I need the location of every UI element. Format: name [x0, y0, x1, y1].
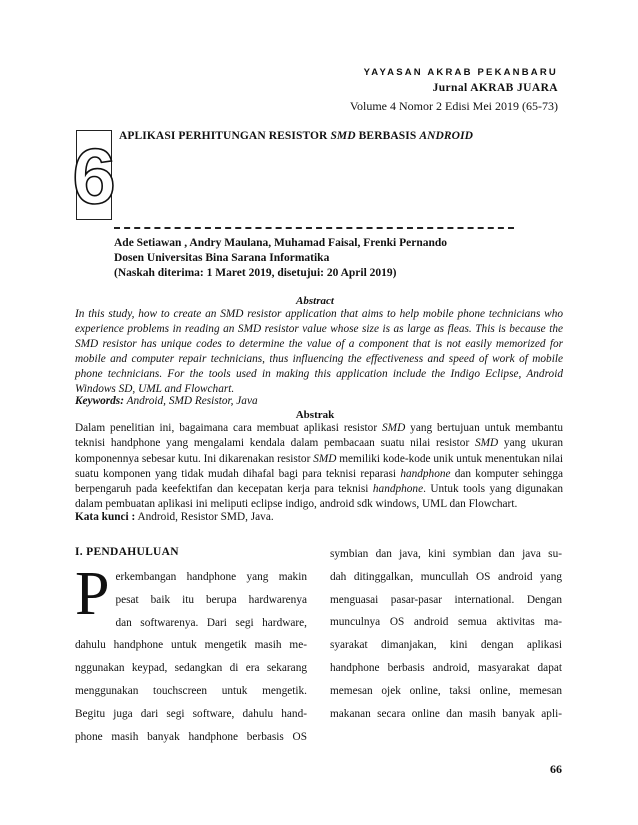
publisher-name: YAYASAN AKRAB PEKANBARU — [363, 67, 558, 78]
journal-name: Jurnal AKRAB JUARA — [432, 82, 558, 94]
body-line: syarakat dimanjakan, kini dengan aplikasi — [330, 639, 562, 652]
abstrak-part: yang bertujuan untuk membantu teknisi handphone yang mengalami kendala dalam pembacaan suatu nilai resistor — [75, 422, 563, 450]
title-part-italic: SMD — [330, 130, 356, 142]
title-part: BERBASIS — [355, 130, 420, 142]
author-names: Ade Setiawan , Andry Maulana, Muhamad Faisal, Frenki Pernando — [114, 237, 448, 249]
article-title — [119, 130, 473, 142]
svg-text:6: 6 — [72, 132, 116, 220]
submission-dates: (Naskah diterima: 1 Maret 2019, disetujui: 20 April 2019) — [114, 267, 397, 279]
title-part: APLIKASI PERHITUNGAN RESISTOR — [119, 130, 331, 142]
abstrak-part: yang ukuran komponennya sebesar kutu. Ini dikarenakan resistor — [75, 437, 563, 465]
abstrak-part-italic: SMD — [474, 437, 499, 450]
abstrak-heading: Abstrak — [295, 409, 335, 421]
abstract-heading: Abstract — [296, 295, 334, 307]
abstrak-part: dan komputer sehingga berpengaruh pada keefektifan dan kecepatan kerja para teknisi — [75, 467, 563, 496]
abstrak-text — [75, 421, 563, 513]
body-line: erkembangan handphone yang makin — [115, 571, 307, 583]
body-line: menguasai pasar-pasar international. Dengan — [330, 593, 562, 606]
body-line: handphone berbasis android, masyarakat dapat — [330, 661, 562, 674]
body-line: munculnya OS android semua aktivitas ma- — [330, 616, 562, 629]
abstrak-part-italic: SMD — [313, 452, 337, 465]
body-line: symbian dan java, kini symbian dan java su- — [330, 548, 562, 560]
journal-volume: Volume 4 Nomor 2 Edisi Mei 2019 (65-73) — [349, 99, 558, 113]
body-column-left — [75, 560, 307, 748]
keywords-indonesian — [75, 511, 274, 523]
abstrak-part-italic: handphone — [400, 467, 451, 480]
title-part-italic: ANDROID — [419, 130, 474, 142]
keywords-label: Keywords: — [75, 395, 124, 407]
abstrak-part: Dalam penelitian ini, bagaimana cara membuat aplikasi resistor — [75, 422, 383, 434]
body-line: makanan secara online dan masih banyak apli- — [330, 707, 562, 720]
abstrak-part-italic: SMD — [382, 422, 406, 434]
author-affiliation: Dosen Universitas Bina Sarana Informatika — [114, 252, 330, 264]
divider-line — [114, 227, 514, 229]
body-line: phone masih banyak handphone berbasis OS — [75, 730, 307, 743]
article-number-glyph — [72, 132, 116, 220]
body-line: menggunakan touchscreen untuk mengetik. — [75, 684, 307, 697]
abstrak-part-italic: handphone — [372, 483, 424, 496]
drop-cap: P — [75, 560, 110, 628]
kata-kunci-label: Kata kunci : — [75, 511, 136, 523]
body-column-right — [330, 543, 562, 725]
abstrak-part: . Untuk tools yang digunakan dalam pembuatan aplikasi ini meliputi eclipse indigo, android sdk windows, UML dan Flowchart. — [75, 483, 563, 511]
abstrak-part: memiliki kode-kode unik untuk menentukan nilai suatu komponen yang tidak mudah dihafal bagi para teknisi reparasi — [75, 452, 563, 480]
body-line: Begitu juga dari segi software, dahulu hand- — [75, 707, 307, 720]
body-line: dan softwarenya. Dari segi hardware, — [115, 616, 307, 629]
body-line: pesat baik itu berupa hardwarenya — [115, 593, 307, 606]
keywords-value: Android, SMD Resistor, Java — [123, 395, 258, 407]
section-heading: I. PENDAHULUAN — [75, 546, 179, 558]
article-number-box — [72, 130, 116, 220]
kata-kunci-value: Android, Resistor SMD, Java. — [135, 511, 274, 523]
abstract-text: In this study, how to create an SMD resistor application that aims to help mobile phone technicians who experience problems in reading an SMD resistor value whose size is as large as fleas. This is because the SMD resistor has unique codes to determine the value of a component that is not easily memorized for mobile and computer repair technicians, thus influencing the effectiveness and speed of work of mobile phone technicians. For the tools used in making this application include the Indigo Eclipse, Android Windows SD, UML and Flowchart. — [75, 308, 563, 396]
keywords-english — [75, 395, 258, 407]
body-line: dahulu handphone untuk mengetik masih me- — [75, 639, 307, 652]
author-block — [114, 236, 447, 281]
body-line: memesan ojek online, taksi online, memesan — [330, 684, 562, 697]
page-number: 66 — [550, 762, 562, 776]
body-line: dah ditinggalkan, muncullah OS android yang — [330, 570, 562, 583]
body-line: nggunakan keypad, sedangkan di era sekarang — [75, 662, 307, 675]
